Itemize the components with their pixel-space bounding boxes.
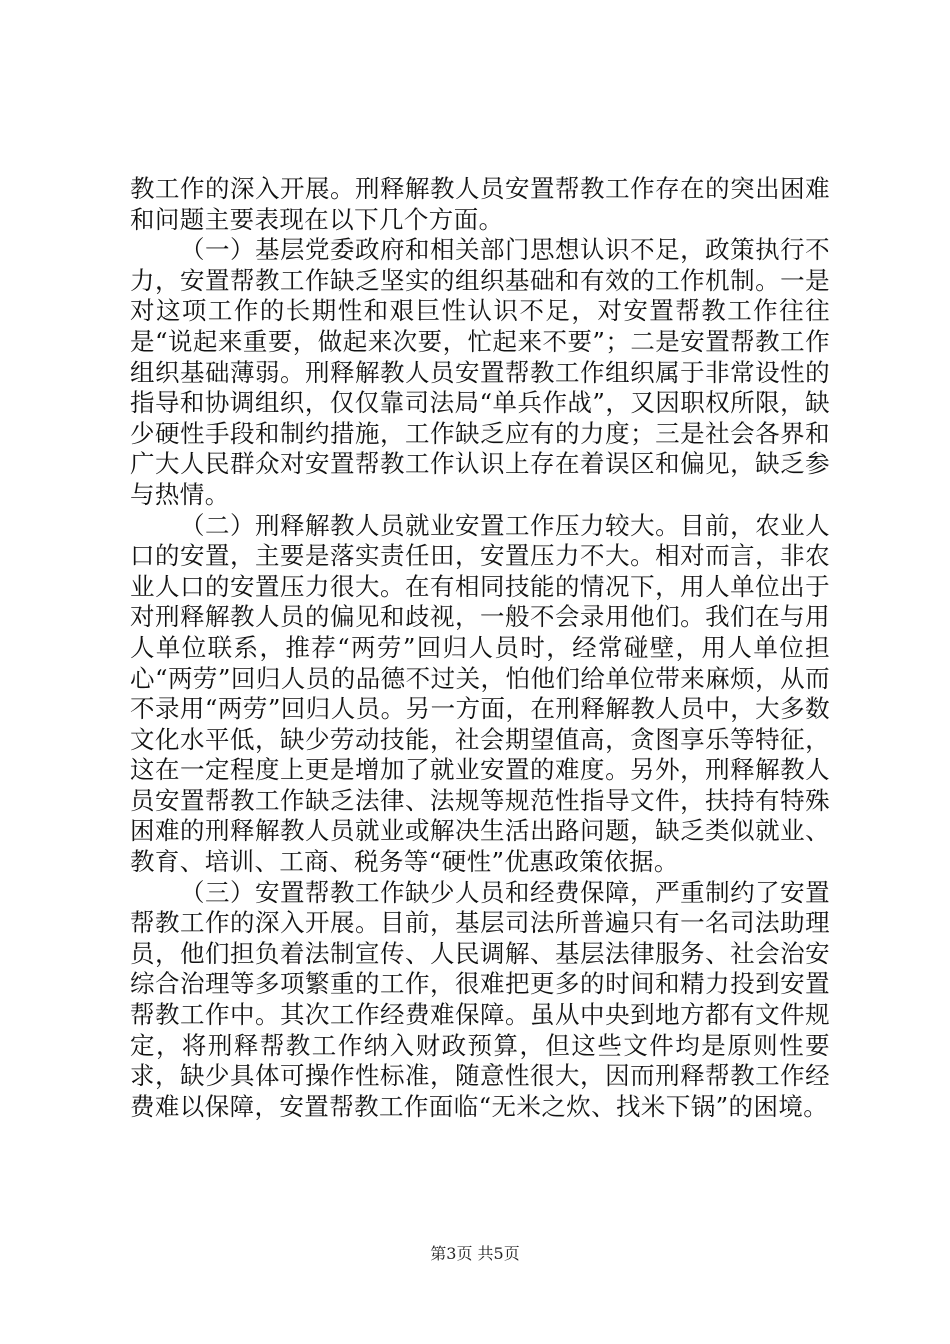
- paragraph-continuation: 教工作的深入开展。刑释解教人员安置帮教工作存在的突出困难和问题主要表现在以下几个方面。: [130, 174, 830, 234]
- paragraph-section-2: （二）刑释解教人员就业安置工作压力较大。目前，农业人口的安置，主要是落实责任田，安置压力不大。相对而言，非农业人口的安置压力很大。在有相同技能的情况下，用人单位出于对刑释解教人员的偏见和歧视，一般不会录用他们。我们在与用人单位联系，推荐“两劳”回归人员时，经常碰壁，用人单位担心“两劳”回归人员的品德不过关，怕他们给单位带来麻烦，从而不录用“两劳”回归人员。另一方面，在刑释解教人员中，大多数文化水平低，缺少劳动技能，社会期望值高，贪图享乐等特征，这在一定程度上更是增加了就业安置的难度。另外，刑释解教人员安置帮教工作缺乏法律、法规等规范性指导文件，扶持有特殊困难的刑释解教人员就业或解决生活出路问题，缺乏类似就业、教育、培训、工商、税务等“硬性”优惠政策依据。: [130, 510, 830, 877]
- page-number-label: 第3页 共5页: [430, 1244, 520, 1263]
- paragraph-section-1: （一）基层党委政府和相关部门思想认识不足，政策执行不力，安置帮教工作缺乏坚实的组织基础和有效的工作机制。一是对这项工作的长期性和艰巨性认识不足，对安置帮教工作往往是“说起来重要，做起来次要，忙起来不要”；二是安置帮教工作组织基础薄弱。刑释解教人员安置帮教工作组织属于非常设性的指导和协调组织，仅仅靠司法局“单兵作战”，又因职权所限，缺少硬性手段和制约措施，工作缺乏应有的力度；三是社会各界和广大人民群众对安置帮教工作认识上存在着误区和偏见，缺乏参与热情。: [130, 235, 830, 509]
- page-footer: [0, 1244, 950, 1264]
- paragraph-section-3: （三）安置帮教工作缺少人员和经费保障，严重制约了安置帮教工作的深入开展。目前，基层司法所普遍只有一名司法助理员，他们担负着法制宣传、人民调解、基层法律服务、社会治安综合治理等多项繁重的工作，很难把更多的时间和精力投到安置帮教工作中。其次工作经费难保障。虽从中央到地方都有文件规定，将刑释帮教工作纳入财政预算，但这些文件均是原则性要求，缺少具体可操作性标准，随意性很大，因而刑释帮教工作经费难以保障，安置帮教工作面临“无米之炊、找米下锅”的困境。: [130, 877, 830, 1121]
- document-body: [130, 174, 830, 1122]
